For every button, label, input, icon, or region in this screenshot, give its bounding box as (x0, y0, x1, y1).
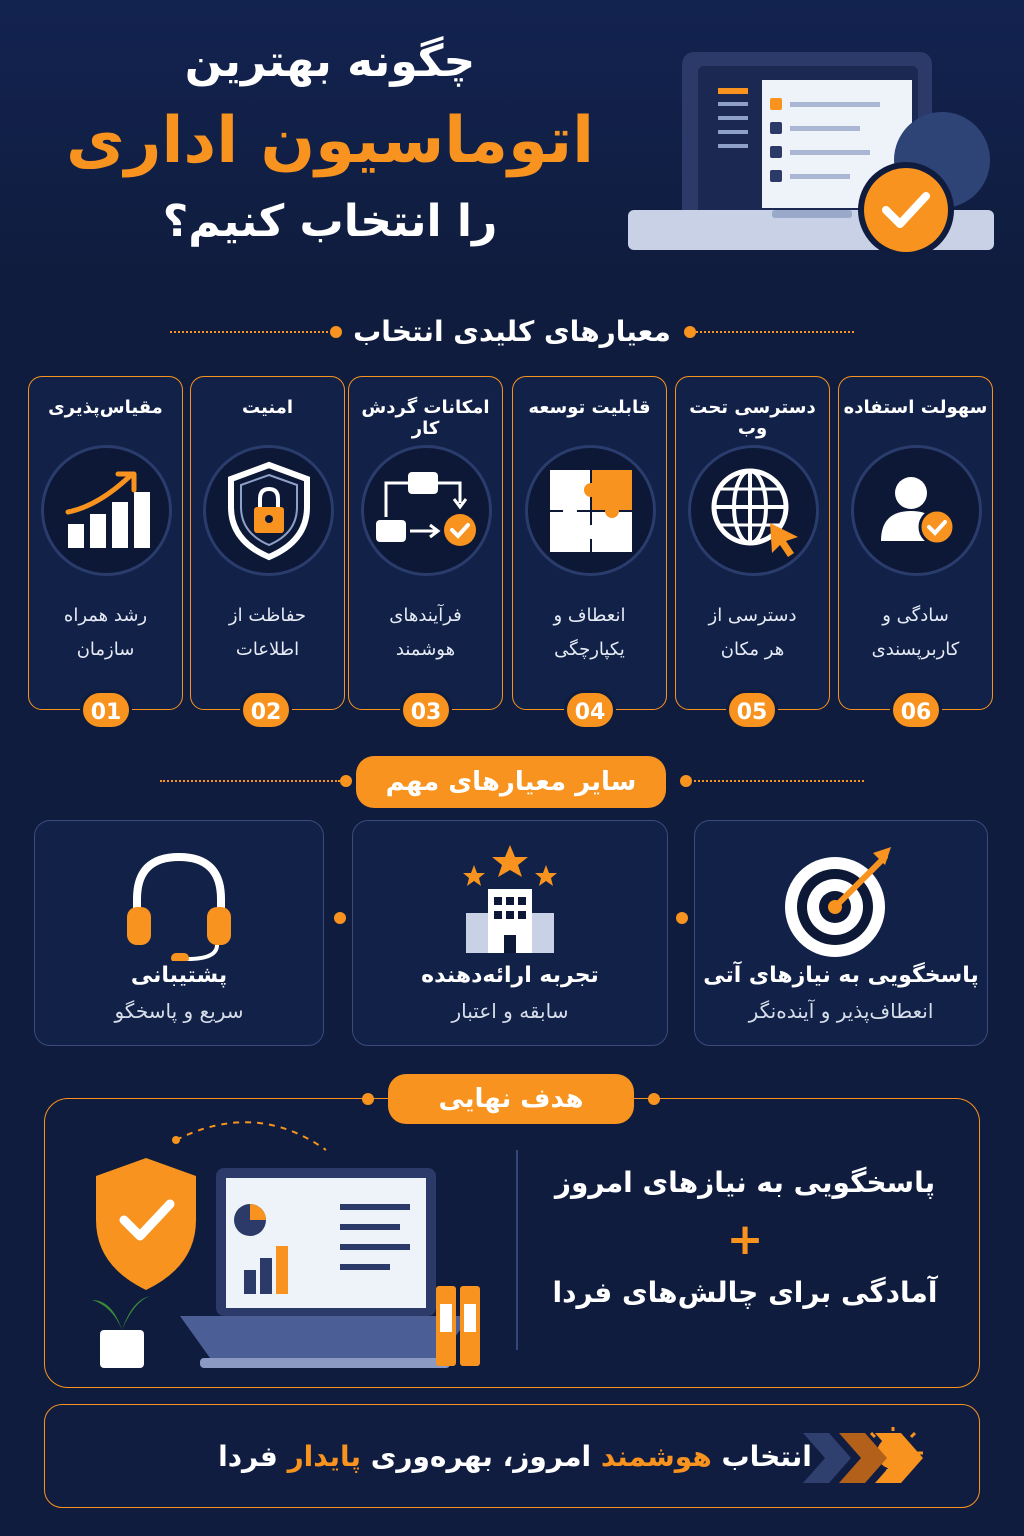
criteria-card (28, 376, 183, 710)
footer-slogan (195, 1405, 835, 1509)
building-stars-icon (450, 841, 570, 961)
criteria-title: قابلیت توسعه (528, 397, 651, 418)
criteria-title: سهولت استفاده (843, 397, 988, 418)
goal-line-1: پاسخگویی به نیازهای امروز (554, 1166, 936, 1199)
criteria-icon-circle (688, 445, 819, 576)
footer-word: فردا (218, 1440, 278, 1473)
criteria-desc-1: حفاظت از (228, 605, 307, 626)
goal-plus: + (726, 1214, 764, 1265)
other-criteria-card (694, 820, 988, 1046)
criteria-icon-circle (851, 445, 982, 576)
criteria-number: 04 (564, 690, 616, 730)
criteria-desc-2: سازمان (76, 639, 135, 660)
dashboard-laptop-illustration (80, 1120, 500, 1376)
criteria-desc-2: اطلاعات (235, 639, 300, 660)
footer-word: انتخاب (721, 1440, 812, 1473)
user-check-icon (877, 471, 957, 551)
other-criteria-desc: سریع و پاسخگو (114, 999, 244, 1023)
growth-chart-icon (62, 466, 152, 556)
title-line-3: را انتخاب کنیم؟ (162, 196, 498, 247)
criteria-title: مقیاس‌پذیری (48, 397, 163, 418)
heading-dot (362, 1093, 374, 1105)
heading-dotline (694, 780, 864, 782)
other-criteria-heading: سایر معیارهای مهم (356, 756, 666, 808)
criteria-number: 01 (80, 690, 132, 730)
criteria-card (512, 376, 667, 710)
headset-icon (119, 841, 239, 961)
footer-word: امروز، بهره‌وری (370, 1440, 592, 1473)
key-criteria-heading-row (0, 312, 1024, 352)
criteria-title: امنیت (241, 397, 294, 418)
heading-dot (340, 775, 352, 787)
criteria-title: دسترسی تحت وب (689, 397, 816, 439)
criteria-desc-2: یکپارچگی (554, 639, 625, 660)
goal-divider (516, 1150, 518, 1350)
criteria-desc-1: فرآیندهای (389, 605, 462, 626)
criteria-number: 05 (726, 690, 778, 730)
criteria-desc-1: سادگی و (882, 605, 949, 626)
divider-dot (676, 912, 688, 924)
criteria-number: 02 (240, 690, 292, 730)
chevrons-icon (799, 1431, 929, 1485)
title-line-2: اتوماسیون اداری (65, 104, 595, 178)
other-criteria-desc: سابقه و اعتبار (451, 999, 569, 1023)
criteria-card (348, 376, 503, 710)
goal-heading: هدف نهایی (388, 1074, 634, 1124)
criteria-desc-2: هر مکان (720, 639, 785, 660)
globe-cursor-icon (704, 461, 804, 561)
footer-banner (44, 1404, 980, 1508)
criteria-card (838, 376, 993, 710)
criteria-icon-circle (203, 445, 334, 576)
other-criteria-desc: انعطاف‌پذیر و آینده‌نگر (748, 999, 934, 1023)
heading-dot (684, 326, 696, 338)
criteria-number: 06 (890, 690, 942, 730)
other-criteria-title: پشتیبانی (130, 963, 228, 988)
heading-dotline (170, 331, 328, 333)
criteria-desc-1: انعطاف و (553, 605, 626, 626)
goal-line-2: آمادگی برای چالش‌های فردا (552, 1276, 938, 1309)
laptop-check-illustration (622, 40, 1002, 260)
workflow-icon (372, 466, 482, 556)
criteria-number: 03 (400, 690, 452, 730)
heading-dot (680, 775, 692, 787)
criteria-card (190, 376, 345, 710)
target-icon (781, 841, 901, 961)
other-criteria-card (352, 820, 668, 1046)
footer-highlight: هوشمند (600, 1440, 712, 1473)
other-criteria-title: پاسخگویی به نیازهای آتی (703, 963, 979, 988)
criteria-desc-2: هوشمند (395, 639, 456, 660)
criteria-icon-circle (525, 445, 656, 576)
heading-dotline (696, 331, 854, 333)
heading-dot (648, 1093, 660, 1105)
footer-highlight: پایدار (287, 1440, 361, 1473)
criteria-icon-circle (41, 445, 172, 576)
criteria-card (675, 376, 830, 710)
criteria-icon-circle (361, 445, 492, 576)
key-criteria-heading: معیارهای کلیدی انتخاب (353, 315, 671, 348)
criteria-desc-1: رشد همراه (63, 605, 148, 626)
heading-dotline (160, 780, 340, 782)
criteria-desc-1: دسترسی از (708, 605, 797, 626)
other-criteria-card (34, 820, 324, 1046)
criteria-title: امکانات گردش کار (361, 397, 490, 439)
criteria-desc-2: کاربرپسندی (871, 639, 960, 660)
puzzle-icon (546, 466, 636, 556)
divider-dot (334, 912, 346, 924)
other-criteria-title: تجربه ارائه‌دهنده (421, 963, 599, 988)
shield-lock-icon (224, 461, 314, 561)
title-line-1: چگونه بهترین (184, 36, 476, 87)
